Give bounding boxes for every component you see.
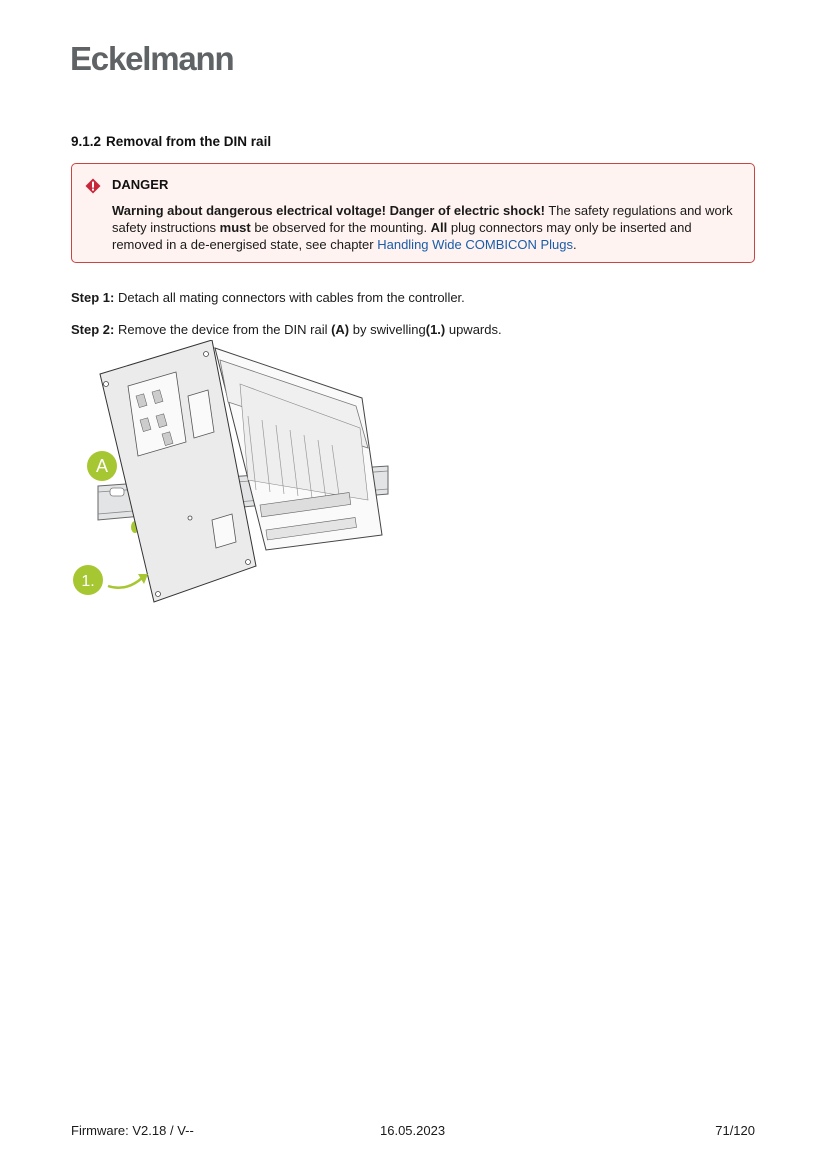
- danger-heading: DANGER: [112, 177, 169, 192]
- step-2: [71, 322, 502, 337]
- section-title: [71, 134, 271, 149]
- danger-text-part: .: [573, 237, 577, 252]
- step-text: Remove the device from the DIN rail: [114, 322, 332, 337]
- callout-a: [87, 451, 117, 481]
- step-text: by swivelling: [349, 322, 426, 337]
- step-label: Step 1:: [71, 290, 115, 305]
- danger-notice: [71, 163, 755, 263]
- danger-emphasis-all: All: [430, 220, 448, 235]
- footer-page-number: 71/120: [715, 1123, 755, 1138]
- danger-text-part: be observed for the mounting.: [250, 220, 431, 235]
- step-label: Step 2:: [71, 322, 115, 337]
- callout-a-label: A: [95, 456, 109, 476]
- swivel-arrow: [108, 578, 142, 588]
- din-rail-removal-illustration: [70, 340, 400, 610]
- danger-bold-lead: Warning about dangerous electrical voltage! Danger of electric shock!: [112, 203, 545, 218]
- company-logo: Eckelmann: [70, 40, 234, 77]
- danger-emphasis-must: must: [219, 220, 251, 235]
- footer-date: 16.05.2023: [380, 1123, 446, 1138]
- danger-text-part: plug connectors may only be inserted and removed in a de-energised state, see chapter: [112, 220, 692, 252]
- section-title-text: Removal from the DIN rail: [106, 134, 272, 149]
- danger-text: [112, 202, 744, 253]
- callout-1: [73, 565, 148, 595]
- danger-text-part: The safety regulations and work safety instructions: [112, 203, 733, 235]
- section-number: 9.1.2: [71, 134, 102, 149]
- step-1: [71, 290, 465, 305]
- swivel-reference: (1.): [425, 322, 446, 337]
- footer-firmware: Firmware: V2.18 / V--: [71, 1123, 194, 1138]
- rail-reference: (A): [331, 322, 350, 337]
- chapter-link[interactable]: Handling Wide COMBICON Plugs: [377, 237, 574, 252]
- callout-1-label: 1.: [81, 573, 95, 590]
- warning-diamond-icon: [85, 178, 101, 194]
- step-text: upwards.: [445, 322, 502, 337]
- step-text: Detach all mating connectors with cables from the controller.: [114, 290, 465, 305]
